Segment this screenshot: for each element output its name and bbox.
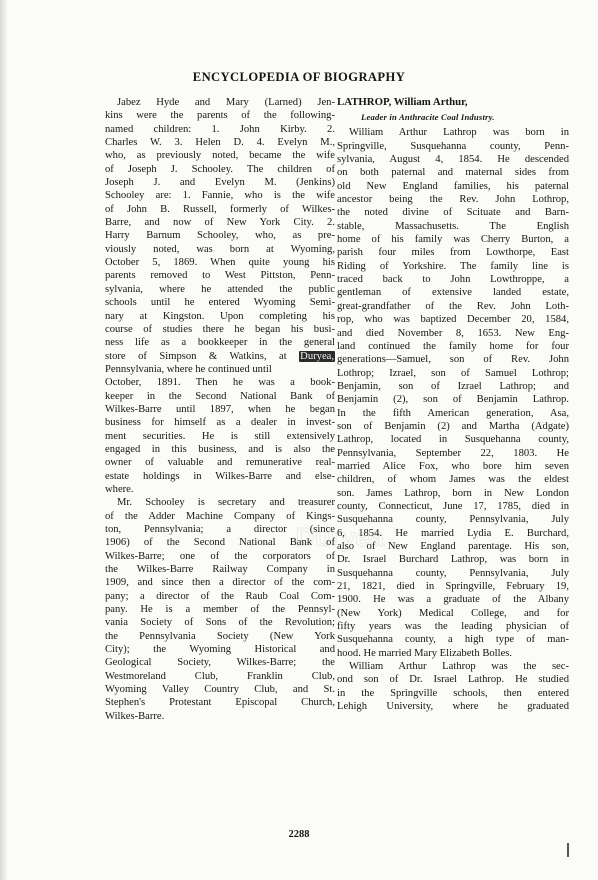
text-line bbox=[105, 363, 335, 376]
scan-mark bbox=[567, 843, 569, 857]
text-line bbox=[337, 140, 569, 153]
text-line bbox=[105, 136, 335, 149]
watermark-logo bbox=[270, 520, 410, 554]
text-line-content: who, as previously noted, became the wife bbox=[105, 150, 335, 162]
text-line bbox=[337, 260, 569, 273]
text-line bbox=[105, 416, 335, 429]
text-line bbox=[337, 473, 569, 486]
text-line bbox=[337, 367, 569, 380]
text-line bbox=[105, 443, 335, 456]
text-line-content: Barre, and now of New York City. 2. bbox=[105, 217, 335, 229]
scan-edge-shadow bbox=[0, 0, 8, 880]
text-line-content: estate holdings in Wilkes-Barre and else- bbox=[105, 470, 335, 482]
text-line bbox=[105, 563, 335, 576]
text-line-content: Springville, Susquehanna county, Penn- bbox=[337, 140, 569, 152]
text-line-content: 1900. He was a graduate of the Albany bbox=[337, 594, 569, 606]
text-line-content: son of Benjamin (2) and Martha (Adgate) bbox=[337, 420, 569, 432]
text-line-content: Stephen's Protestant Episcopal Church, bbox=[105, 697, 335, 709]
text-line-content: Wilkes-Barre until 1897, when he began bbox=[105, 403, 335, 415]
text-line-content: married Alice Fox, who bore him seven bbox=[337, 460, 569, 472]
text-line-content: Lathrop, located in Susquehanna county, bbox=[337, 434, 569, 446]
text-line-content: home of his family was Cherry Burton, a bbox=[337, 234, 569, 246]
text-line-content: Schooley are: 1. Fannie, who is the wife bbox=[105, 190, 335, 202]
text-line bbox=[105, 376, 335, 389]
text-line bbox=[105, 603, 335, 616]
text-line-content: Geological Society, Wilkes-Barre; the bbox=[105, 657, 335, 669]
text-line-content: vania Society of Sons of the Revolution; bbox=[105, 617, 335, 629]
text-line-content: also of New England parentage. His son, bbox=[337, 541, 569, 552]
text-line bbox=[337, 220, 569, 233]
text-line-content: Jabez Hyde and Mary (Larned) Jen- bbox=[117, 97, 335, 108]
text-line bbox=[105, 323, 335, 336]
text-line-content: ment securities. He is still extensively bbox=[105, 430, 335, 442]
text-line-content: Wilkes-Barre; one of the corporators of bbox=[105, 550, 335, 562]
text-line bbox=[337, 353, 569, 366]
page-number: 2288 bbox=[288, 829, 310, 840]
text-line bbox=[337, 700, 569, 713]
text-line-content: ond son of Dr. Israel Lathrop. He studied bbox=[337, 674, 569, 686]
text-line-content: Wilkes-Barre. bbox=[105, 710, 165, 722]
text-line bbox=[105, 336, 335, 349]
text-line bbox=[337, 673, 569, 686]
text-line bbox=[105, 630, 335, 643]
text-line bbox=[337, 633, 569, 646]
text-line-content: generations—Samuel, son of Rev. John bbox=[337, 354, 569, 366]
running-title: ENCYCLOPEDIA OF BIOGRAPHY bbox=[192, 70, 406, 84]
text-line bbox=[337, 687, 569, 700]
text-line-content: Mr. Schooley is secretary and treasurer bbox=[117, 497, 335, 509]
text-line-content: of John B. Russell, formerly of Wilkes- bbox=[105, 203, 335, 215]
text-line bbox=[105, 470, 335, 483]
text-line bbox=[105, 616, 335, 629]
text-line bbox=[105, 483, 335, 496]
right-column bbox=[337, 96, 569, 713]
text-line bbox=[105, 283, 335, 296]
text-line bbox=[337, 193, 569, 206]
text-line-content: Benjamin, son of Izrael Lathrop; and bbox=[337, 380, 569, 392]
text-line bbox=[105, 123, 335, 136]
text-line bbox=[105, 176, 335, 189]
text-line bbox=[105, 229, 335, 242]
text-line bbox=[105, 710, 335, 723]
text-line bbox=[105, 109, 335, 122]
text-line-content: October, 1891. Then he was a book- bbox=[105, 377, 335, 389]
text-line-content: children, of whom James was the eldest bbox=[337, 474, 569, 486]
text-line-content: Benjamin (2), son of Benjamin Lathrop. bbox=[337, 394, 569, 406]
text-line-content: Pennsylvania, where he continued until bbox=[105, 363, 272, 375]
text-line-content: ness life as a bookkeeper in the general bbox=[105, 337, 335, 349]
text-line bbox=[337, 407, 569, 420]
right-column-body bbox=[337, 126, 569, 713]
text-line-content: named children: 1. John Kirby. 2. bbox=[105, 123, 335, 135]
text-line-content: in the Springville schools, then entered bbox=[337, 687, 569, 699]
text-line bbox=[337, 273, 569, 286]
text-line-content: rop, who was baptized December 20, 1584, bbox=[337, 314, 569, 326]
text-line bbox=[337, 447, 569, 460]
text-line bbox=[105, 296, 335, 309]
watermark-text: Duryea bbox=[295, 522, 385, 552]
text-line bbox=[105, 696, 335, 709]
text-line-content: the Pennsylvania Society (New York bbox=[105, 630, 335, 642]
text-line-content: Susquehanna county, Pennsylvania, July bbox=[337, 567, 569, 579]
text-line bbox=[337, 620, 569, 633]
text-line bbox=[337, 420, 569, 433]
text-line bbox=[337, 580, 569, 593]
text-line-content: store of Simpson & Watkins, at bbox=[105, 350, 300, 362]
text-line bbox=[337, 460, 569, 473]
text-line-content: ancestor being the Rev. John Lothrop, bbox=[337, 194, 569, 206]
text-line-content: William Arthur Lathrop was born in bbox=[349, 127, 569, 139]
text-line bbox=[337, 206, 569, 219]
text-line-content: the noted divine of Scituate and Barn- bbox=[337, 207, 569, 219]
text-line bbox=[105, 430, 335, 443]
text-line bbox=[337, 340, 569, 353]
text-line-content: business for himself as a dealer in invest- bbox=[105, 417, 335, 429]
text-line bbox=[337, 313, 569, 326]
text-line-content: Lothrop; Izrael, son of Samuel Lothrop; bbox=[337, 367, 569, 379]
text-line-content: William Arthur Lathrop was the sec- bbox=[349, 661, 569, 673]
text-line bbox=[337, 153, 569, 166]
text-line-content: nary at Kingston. Upon completing his bbox=[105, 310, 335, 322]
text-line bbox=[105, 256, 335, 269]
text-line bbox=[105, 656, 335, 669]
text-line-content: 6, 1854. He married Lydia E. Burchard, bbox=[337, 527, 569, 539]
text-line bbox=[105, 456, 335, 469]
text-line-content: 1906) of the Second National Bank of bbox=[105, 537, 335, 549]
left-column bbox=[105, 96, 335, 723]
text-line-content: the Wilkes-Barre Railway Company in bbox=[105, 564, 335, 576]
text-line bbox=[105, 670, 335, 683]
text-line bbox=[105, 203, 335, 216]
text-line bbox=[105, 96, 335, 109]
text-line-content: Harry Barnum Schooley, who, as pre- bbox=[105, 230, 335, 242]
text-line bbox=[105, 189, 335, 202]
text-line bbox=[337, 593, 569, 606]
text-line-content: sylvania, August 4, 1854. He descended bbox=[337, 154, 569, 166]
text-line bbox=[337, 500, 569, 513]
text-line bbox=[337, 567, 569, 580]
text-line-content: In the fifth American generation, Asa, bbox=[337, 407, 569, 419]
text-line bbox=[105, 590, 335, 603]
text-line-content: stable, Massachusetts. The English bbox=[337, 220, 569, 232]
text-line-content: Susquehanna county, Pennsylvania, July bbox=[337, 514, 569, 526]
text-line-content: old New England families, his paternal bbox=[337, 180, 569, 192]
text-line-content: sylvania, where he attended the public bbox=[105, 283, 335, 295]
text-line-content: pany. He is a member of the Pennsyl- bbox=[105, 604, 335, 616]
text-line-content: City); the Wyoming Historical and bbox=[105, 644, 335, 656]
text-line-content: 21, 1821, died in Springville, February 19, bbox=[337, 581, 569, 593]
text-line-content: parish four miles from Lowthorpe, East bbox=[337, 247, 569, 259]
text-line bbox=[105, 350, 335, 363]
text-line-content: (New York) Medical College, and for bbox=[337, 607, 569, 619]
text-line bbox=[105, 216, 335, 229]
text-line-content: Pennsylvania, September 22, 1803. He bbox=[337, 447, 569, 459]
text-line-content: fifty years was the leading physician of bbox=[337, 621, 569, 633]
text-line-content: keeper in the Second National Bank of bbox=[105, 390, 335, 402]
text-line bbox=[105, 403, 335, 416]
text-line-content: course of studies there he began his busi- bbox=[105, 323, 335, 335]
text-line bbox=[337, 380, 569, 393]
text-line bbox=[337, 647, 569, 660]
text-line-content: kins were the parents of the following- bbox=[105, 110, 335, 122]
text-line bbox=[337, 126, 569, 139]
text-line-content: hood. He married Mary Elizabeth Bolles. bbox=[337, 647, 513, 659]
text-line bbox=[337, 166, 569, 179]
text-line-content: Dr. Israel Burchard Lathrop, was born in bbox=[337, 554, 569, 566]
text-line bbox=[337, 246, 569, 259]
text-line bbox=[105, 243, 335, 256]
text-line bbox=[105, 576, 335, 589]
text-line bbox=[105, 683, 335, 696]
text-line-content: viously noted, was born at Wyoming, bbox=[105, 243, 335, 255]
text-line-content: parents removed to West Pittston, Penn- bbox=[105, 270, 335, 282]
text-line-content: county, Connecticut, June 17, 1785, died in bbox=[337, 500, 569, 512]
text-line bbox=[337, 660, 569, 673]
text-line bbox=[337, 327, 569, 340]
text-line-content: great-grandfather of the Rev. John Loth- bbox=[337, 300, 569, 312]
text-line bbox=[337, 487, 569, 500]
text-line bbox=[337, 433, 569, 446]
text-line-content: Lehigh University, where he graduated bbox=[337, 701, 569, 713]
text-line bbox=[105, 163, 335, 176]
text-line bbox=[105, 269, 335, 282]
text-line bbox=[105, 643, 335, 656]
text-line-content: owner of valuable and remunerative real- bbox=[105, 457, 335, 469]
text-line-content: Riding of Yorkshire. The family line is bbox=[337, 260, 569, 272]
text-line-content: October 5, 1869. When quite young his bbox=[105, 257, 335, 269]
text-line bbox=[337, 393, 569, 406]
text-line-content: of Joseph J. Schooley. The children of bbox=[105, 163, 335, 175]
text-line-content: and died November 8, 1653. New Eng- bbox=[337, 327, 569, 339]
text-line-content: schools until he entered Wyoming Semi- bbox=[105, 297, 335, 309]
entry-heading: LATHROP, William Arthur, bbox=[337, 96, 468, 108]
text-line-content: Wyoming Valley Country Club, and St. bbox=[105, 684, 335, 696]
text-line bbox=[337, 300, 569, 313]
text-line-content: Joseph J. and Evelyn M. (Jenkins) bbox=[105, 177, 335, 189]
text-line bbox=[337, 607, 569, 620]
text-line-content: gentleman of extensive landed estate, bbox=[337, 287, 569, 299]
text-line-content: 1909, and since then a director of the com- bbox=[105, 577, 335, 589]
text-line bbox=[337, 180, 569, 193]
search-highlight: Duryea, bbox=[300, 350, 334, 362]
text-line-content: son. James Lathrop, born in New London bbox=[337, 487, 569, 499]
text-line-content: traced back to John Lowthroppe, a bbox=[337, 274, 569, 286]
text-line-content: engaged in this business, and is also the bbox=[105, 443, 335, 455]
text-line-content: pany; a director of the Raub Coal Com- bbox=[105, 590, 335, 602]
text-line-content: on both paternal and maternal sides from bbox=[337, 167, 569, 179]
text-line bbox=[105, 149, 335, 162]
text-line bbox=[337, 286, 569, 299]
text-line bbox=[337, 233, 569, 246]
entry-subheading: Leader in Anthracite Coal Industry. bbox=[361, 112, 495, 123]
text-line-content: Susquehanna county, a high type of man- bbox=[337, 634, 569, 646]
text-line-content: where. bbox=[105, 483, 134, 495]
text-line-content: Charles W. 3. Helen D. 4. Evelyn M., bbox=[105, 137, 335, 149]
text-line bbox=[105, 310, 335, 323]
text-line-content: land continued the family home for four bbox=[337, 340, 569, 352]
text-line-content: ton, Pennsylvania; a director (since bbox=[105, 524, 335, 535]
text-line bbox=[105, 390, 335, 403]
text-line-content: of the Adder Machine Company of Kings- bbox=[105, 510, 335, 522]
text-line bbox=[337, 553, 569, 566]
text-line-content: Westmoreland Club, Franklin Club, bbox=[105, 670, 335, 682]
text-line bbox=[105, 496, 335, 509]
